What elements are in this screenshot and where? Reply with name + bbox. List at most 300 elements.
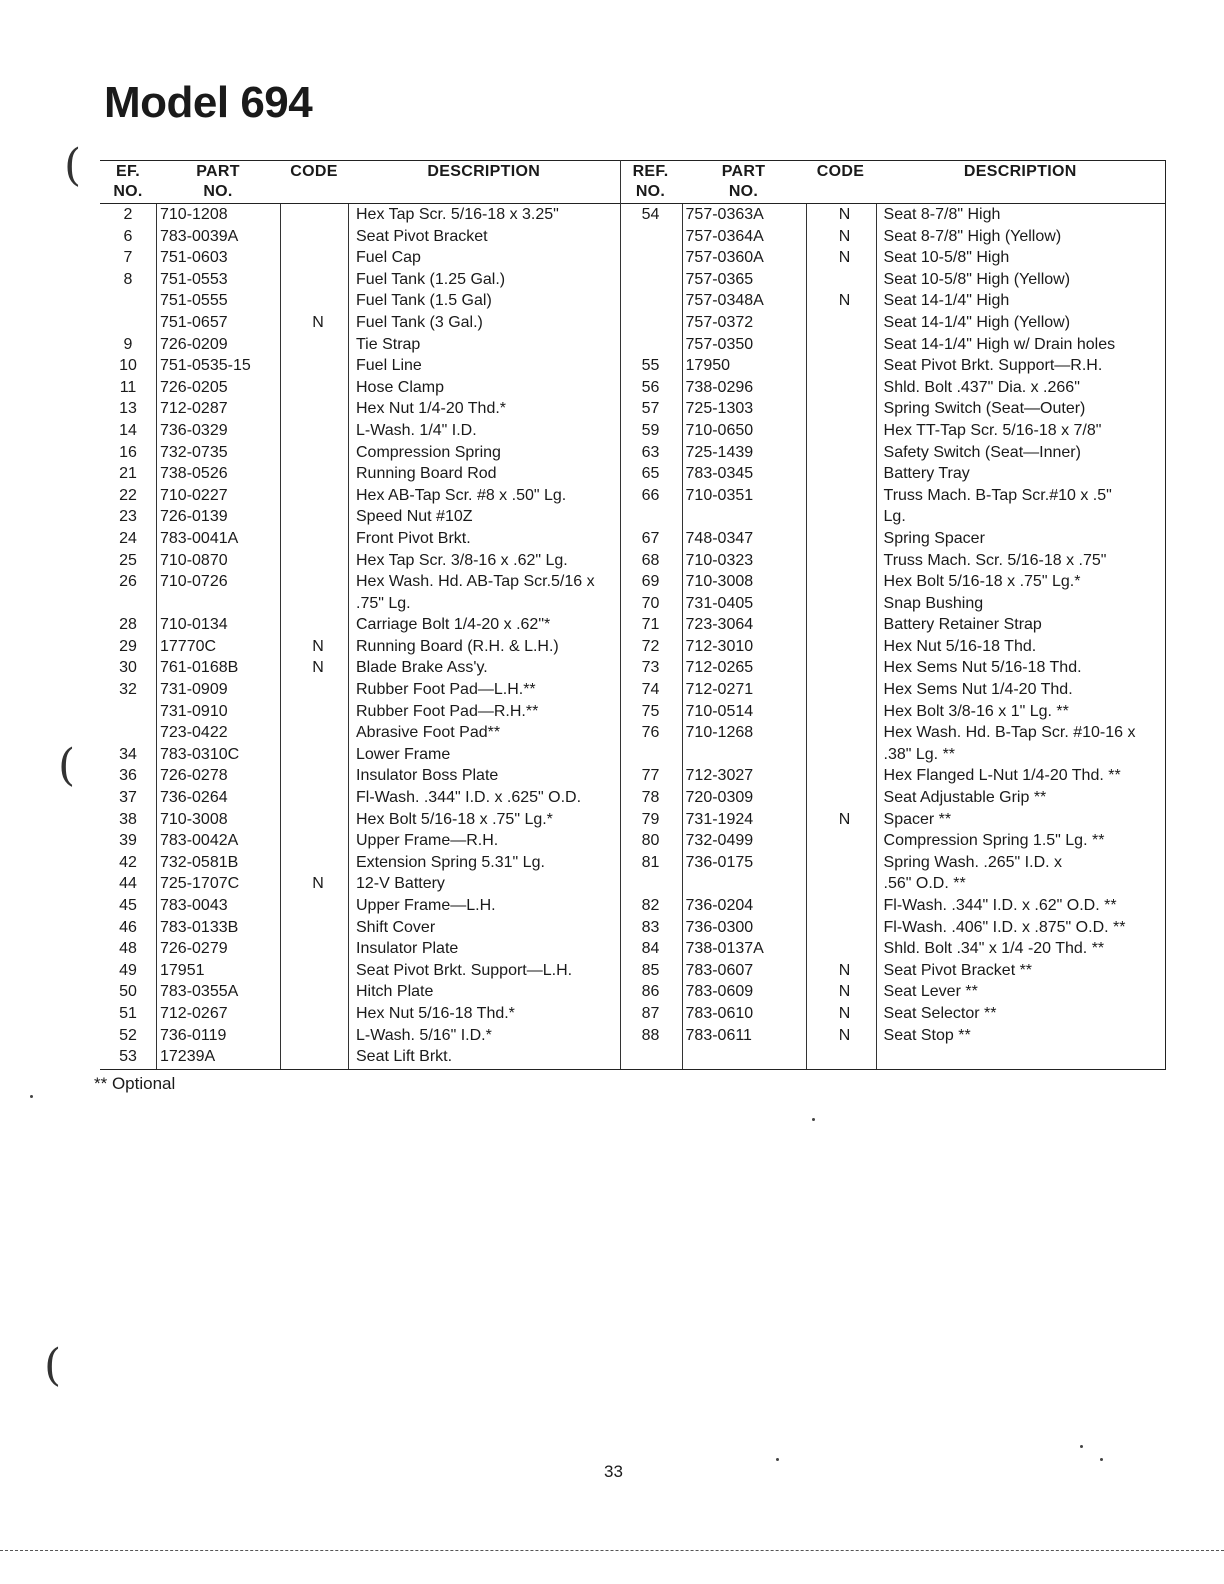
table-row [100,1003,620,1025]
ref-cell: 48 [119,940,137,958]
description-cell: Upper Frame—L.H. [356,897,496,914]
ref-header [620,161,682,203]
description-cell: Blade Brake Ass'y. [356,659,488,677]
part-number-cell: 757-0365 [685,270,754,288]
table-row [620,938,1165,960]
ref-cell: 56 [641,378,660,396]
code-cell [284,614,352,636]
part-number-cell: 710-0323 [685,551,754,569]
ref-header-line2: NO. [635,183,666,200]
description-cell: Fuel Tank (1.25 Gal.) [356,270,506,288]
description-cell: Hex Tap Scr. 3/8-16 x .62" Lg. [356,551,568,569]
part-number-cell: 738-0296 [685,378,754,396]
description-cell: Hex Nut 5/16-18 Thd. [883,637,1037,655]
description-cell: Fl-Wash. .406" I.D. x .875" O.D. ** [883,918,1126,936]
code-cell [284,463,352,485]
table-row [100,938,620,960]
part-number-cell: 17239A [160,1048,216,1066]
table-row [100,765,620,787]
part-number-cell: 783-0133B [160,918,239,936]
description-cell: Seat 14-1/4" High (Yellow) [883,313,1071,331]
rows-left [100,204,620,1068]
table-row [620,722,1165,744]
ref-cell: 32 [119,681,137,699]
code-cell [284,938,352,960]
code-cell [284,1046,352,1068]
table-row [620,377,1165,399]
ref-cell: 45 [119,897,137,914]
table-row [620,830,1165,852]
code-cell [284,722,352,744]
ref-cell: 86 [641,983,660,1001]
code-cell: N [312,313,324,331]
description-cell: Fuel Cap [356,249,421,267]
description-cell: Insulator Plate [356,940,459,958]
code-cell: N [838,1004,851,1022]
table-header-left [100,160,620,204]
ref-cell: 8 [123,270,133,288]
description-cell: Battery Retainer Strap [883,616,1042,634]
part-number-cell: 783-0042A [160,832,239,850]
part-number-cell: 726-0139 [160,508,228,526]
ref-cell: 67 [641,529,660,547]
part-number-cell: 710-0726 [160,573,228,591]
description-cell: Insulator Boss Plate [356,767,499,785]
description-cell: 12-V Battery [356,875,445,893]
code-cell [810,787,880,809]
table-row [620,1003,1165,1025]
table-row [100,701,620,723]
description-cell: Hex Tap Scr. 5/16-18 x 3.25" [356,206,559,223]
part-number-cell: 783-0041A [160,529,239,547]
code-cell [284,550,352,572]
part-number-cell: 720-0309 [685,789,754,807]
description-cell: Rubber Foot Pad—R.H.** [356,702,539,720]
code-cell [284,895,352,917]
code-cell [284,355,352,377]
description-cell: Hex Bolt 3/8-16 x 1" Lg. ** [883,702,1069,720]
code-cell: N [312,637,324,655]
scan-speck [1100,1458,1103,1461]
table-row [100,830,620,852]
part-header-line2: NO. [728,183,759,200]
code-cell [810,398,880,420]
table-row [620,550,1165,572]
table-row [100,312,620,334]
ref-cell: 85 [641,961,660,979]
part-number-cell: 736-0175 [685,853,754,871]
ref-header-line2: NO. [113,183,143,200]
part-number-cell: 710-0351 [685,486,754,504]
code-cell [810,614,880,636]
table-row [620,636,1165,658]
code-cell [284,1025,352,1047]
part-number-cell: 710-1268 [685,724,754,742]
ref-cell: 71 [641,616,660,634]
code-cell: N [838,249,851,267]
ref-cell: 13 [119,400,137,418]
code-cell [284,528,352,550]
part-number-cell: 738-0526 [160,465,228,483]
ref-cell: 68 [641,551,660,569]
table-row [100,226,620,248]
code-cell [284,1003,352,1025]
table-row [620,571,1165,593]
ref-cell [620,873,682,895]
ref-cell: 28 [119,616,137,634]
part-number-cell: 17770C [160,637,217,655]
part-number-cell: 725-1707C [160,875,240,893]
table-row [620,917,1165,939]
table-row [620,485,1165,507]
table-row [100,593,620,615]
table-row [620,463,1165,485]
margin-mark: ( [44,1340,62,1391]
table-row [100,917,620,939]
part-number-cell: 17950 [685,357,731,375]
description-cell: Carriage Bolt 1/4-20 x .62"* [356,616,551,634]
part-number-cell [682,873,810,895]
table-row [100,485,620,507]
ref-cell: 82 [641,897,660,914]
page-number: 33 [604,1462,623,1481]
code-cell: N [838,983,851,1001]
code-cell [810,269,880,291]
table-row [100,247,620,269]
table-row [100,398,620,420]
ref-header [100,161,156,203]
ref-cell: 9 [123,335,133,353]
table-row [620,614,1165,636]
table-row [620,873,1165,895]
code-cell [810,571,880,593]
margin-mark: ( [58,740,76,791]
ref-cell: 77 [641,767,660,785]
table-row [100,1025,620,1047]
ref-cell: 2 [123,206,133,223]
part-number-cell: 726-0279 [160,940,228,958]
table-row [620,312,1165,334]
ref-cell: 65 [641,465,660,483]
part-number-cell: 732-0581B [160,853,239,871]
part-number-cell: 783-0039A [160,227,239,245]
description-cell: Running Board Rod [356,465,497,483]
description-cell: Seat 14-1/4" High [883,292,1010,310]
description-cell: Hose Clamp [356,378,445,396]
part-header-line1: PART [721,163,766,180]
table-row [620,420,1165,442]
table-row [100,852,620,874]
part-number-cell: 712-0271 [685,681,754,699]
ref-cell: 76 [641,724,660,742]
description-cell: Speed Nut #10Z [356,508,473,526]
code-cell [810,744,880,766]
ref-cell: 79 [641,810,660,828]
code-cell [810,506,880,528]
code-cell [284,852,352,874]
code-cell [810,312,880,334]
ref-cell: 30 [119,659,137,677]
part-number-cell: 726-0205 [160,378,228,396]
ref-cell: 10 [119,357,137,375]
ref-cell: 88 [641,1026,660,1044]
description-cell: Spring Switch (Seat—Outer) [883,400,1086,418]
part-number-cell [682,744,810,766]
part-number-cell: 757-0348A [685,292,764,310]
description-header: DESCRIPTION [427,163,541,180]
scan-speck [812,1118,815,1121]
table-row [620,744,1165,766]
description-cell: Lg. [883,508,906,526]
part-number-cell: 731-0909 [160,681,228,699]
description-cell: Seat 10-5/8" High (Yellow) [883,270,1071,288]
part-header-line2: NO. [203,183,233,200]
ref-cell [100,290,156,312]
code-header: CODE [816,163,865,180]
description-cell: Shift Cover [356,918,436,936]
description-cell: Seat Stop ** [883,1026,971,1044]
description-cell: Spacer ** [883,810,952,828]
ref-cell: 7 [123,249,133,267]
bottom-rule [0,1550,1224,1551]
table-row [100,269,620,291]
parts-table-left [100,160,620,1070]
ref-cell: 80 [641,832,660,850]
description-cell: Hex Bolt 5/16-18 x .75" Lg.* [356,810,553,828]
part-header-line1: PART [196,163,240,180]
ref-cell: 81 [641,853,660,871]
description-cell: Hitch Plate [356,983,434,1001]
part-number-cell: 783-0607 [685,961,754,979]
description-cell: .75" Lg. [356,594,411,612]
description-cell: Hex Bolt 5/16-18 x .75" Lg.* [883,573,1081,591]
part-number-cell: 736-0204 [685,897,754,914]
code-cell: N [838,961,851,979]
part-number-cell: 751-0603 [160,249,228,267]
table-row [100,787,620,809]
table-row [100,895,620,917]
table-row [100,744,620,766]
table-row [620,398,1165,420]
description-cell: Hex Nut 1/4-20 Thd.* [356,400,507,418]
part-header [156,161,280,203]
code-cell [810,873,880,895]
code-cell [284,571,352,593]
code-cell: N [838,206,851,223]
margin-mark: ( [64,140,82,191]
ref-cell: 24 [119,529,137,547]
ref-cell: 37 [119,789,137,807]
ref-cell: 23 [119,508,137,526]
ref-cell: 54 [641,206,660,223]
ref-cell: 26 [119,573,137,591]
description-cell: Front Pivot Brkt. [356,529,471,547]
table-row [620,226,1165,248]
description-cell: Spring Spacer [883,529,985,547]
table-row [100,442,620,464]
ref-cell: 59 [641,421,660,439]
part-number-cell: 726-0278 [160,767,228,785]
part-number-cell: 712-3010 [685,637,754,655]
part-number-cell [156,593,284,615]
ref-cell: 53 [119,1048,137,1066]
part-number-cell: 757-0372 [685,313,754,331]
description-cell: .38" Lg. ** [883,745,956,763]
part-number-cell: 783-0345 [685,465,754,483]
description-header: DESCRIPTION [963,163,1077,180]
code-cell: N [838,292,851,310]
code-cell [284,506,352,528]
table-row [620,679,1165,701]
part-number-cell: 751-0553 [160,270,228,288]
code-cell [810,722,880,744]
description-cell: Safety Switch (Seat—Inner) [883,443,1081,461]
part-number-cell: 710-1208 [160,206,228,223]
part-number-cell: 757-0363A [685,206,764,223]
code-header: CODE [290,163,338,180]
description-cell: Abrasive Foot Pad** [356,724,501,742]
ref-cell: 39 [119,832,137,850]
description-cell: Seat 8-7/8" High [883,206,1001,223]
code-cell [284,830,352,852]
table-row [100,355,620,377]
ref-cell: 38 [119,810,137,828]
ref-cell: 75 [641,702,660,720]
table-row [100,528,620,550]
part-number-cell: 723-0422 [160,724,228,742]
part-number-cell: 731-1924 [685,810,754,828]
part-header [682,161,806,203]
ref-cell: 63 [641,443,660,461]
code-cell [284,398,352,420]
description-cell: Seat Adjustable Grip ** [883,789,1047,807]
table-row [100,550,620,572]
code-cell [810,852,880,874]
ref-cell: 52 [119,1026,137,1044]
ref-cell: 22 [119,486,137,504]
code-cell [284,290,352,312]
table-body-right [620,204,1165,1070]
description-cell: Hex Sems Nut 1/4-20 Thd. [883,681,1073,699]
table-row [620,701,1165,723]
table-row [100,571,620,593]
part-number-cell: 723-3064 [685,616,754,634]
ref-cell: 46 [119,918,137,936]
description-cell: Seat Pivot Brkt. Support—R.H. [883,357,1103,375]
parts-table-right [620,160,1166,1070]
ref-cell [100,701,156,723]
code-cell [284,420,352,442]
ref-cell: 11 [119,378,137,396]
part-number-cell: 17951 [160,961,205,979]
description-cell: Truss Mach. B-Tap Scr.#10 x .5" [883,486,1112,504]
table-row [620,1025,1165,1047]
table-row [620,895,1165,917]
table-row [100,636,620,658]
code-cell [284,247,352,269]
table-row [100,377,620,399]
description-cell: Seat Lift Brkt. [356,1048,453,1066]
description-cell: Hex Sems Nut 5/16-18 Thd. [883,659,1082,677]
part-number-cell: 736-0264 [160,789,228,807]
table-row [100,981,620,1003]
ref-cell [100,722,156,744]
description-cell: Seat 8-7/8" High (Yellow) [883,227,1062,245]
code-cell: N [312,659,324,677]
part-number-cell: 712-0267 [160,1004,228,1022]
table-row [620,593,1165,615]
code-cell [810,657,880,679]
description-cell: Extension Spring 5.31" Lg. [356,853,545,871]
table-row [620,290,1165,312]
code-cell [810,636,880,658]
code-cell [284,226,352,248]
part-number-cell: 712-0287 [160,400,228,418]
code-cell [284,334,352,356]
ref-cell: 14 [119,421,137,439]
part-number-cell [682,506,810,528]
table-body-left [100,204,620,1070]
ref-cell: 51 [119,1004,137,1022]
ref-cell: 83 [641,918,660,936]
table-row [100,809,620,831]
ref-cell: 36 [119,767,137,785]
description-cell: Fuel Tank (1.5 Gal) [356,292,492,310]
part-number-cell: 710-0650 [685,421,754,439]
ref-cell: 55 [641,357,660,375]
description-cell: Hex TT-Tap Scr. 5/16-18 x 7/8" [883,421,1102,439]
code-cell: N [838,227,851,245]
code-cell [810,917,880,939]
code-cell [810,463,880,485]
code-cell [810,334,880,356]
part-number-cell: 710-3008 [160,810,228,828]
code-cell [284,377,352,399]
part-number-cell: 757-0360A [685,249,764,267]
table-row [100,679,620,701]
part-number-cell: 783-0611 [685,1026,752,1044]
description-cell: Hex Nut 5/16-18 Thd.* [356,1004,515,1022]
part-number-cell: 731-0910 [160,702,228,720]
table-row [620,506,1165,528]
part-number-cell: 710-0514 [685,702,754,720]
code-cell [284,765,352,787]
code-cell [284,744,352,766]
code-cell [810,550,880,572]
scan-speck [30,1095,33,1098]
code-cell [284,679,352,701]
table-row [100,1046,620,1068]
description-cell: L-Wash. 5/16" I.D.* [356,1026,492,1044]
description-cell: Running Board (R.H. & L.H.) [356,637,559,655]
description-cell: Seat Pivot Bracket [356,227,488,245]
description-cell: Compression Spring 1.5" Lg. ** [883,832,1105,850]
description-cell: Hex Wash. Hd. B-Tap Scr. #10-16 x [883,724,1136,742]
description-cell: .56" O.D. ** [883,875,966,893]
part-number-cell: 725-1439 [685,443,754,461]
code-cell [810,377,880,399]
code-cell [284,593,352,615]
part-number-cell: 751-0535-15 [160,357,251,375]
ref-cell: 57 [641,400,660,418]
scan-speck [1080,1445,1083,1448]
description-cell: Truss Mach. Scr. 5/16-18 x .75" [883,551,1107,569]
code-cell [810,355,880,377]
code-cell [810,485,880,507]
code-cell: N [838,810,851,828]
ref-cell: 25 [119,551,137,569]
ref-cell: 66 [641,486,660,504]
